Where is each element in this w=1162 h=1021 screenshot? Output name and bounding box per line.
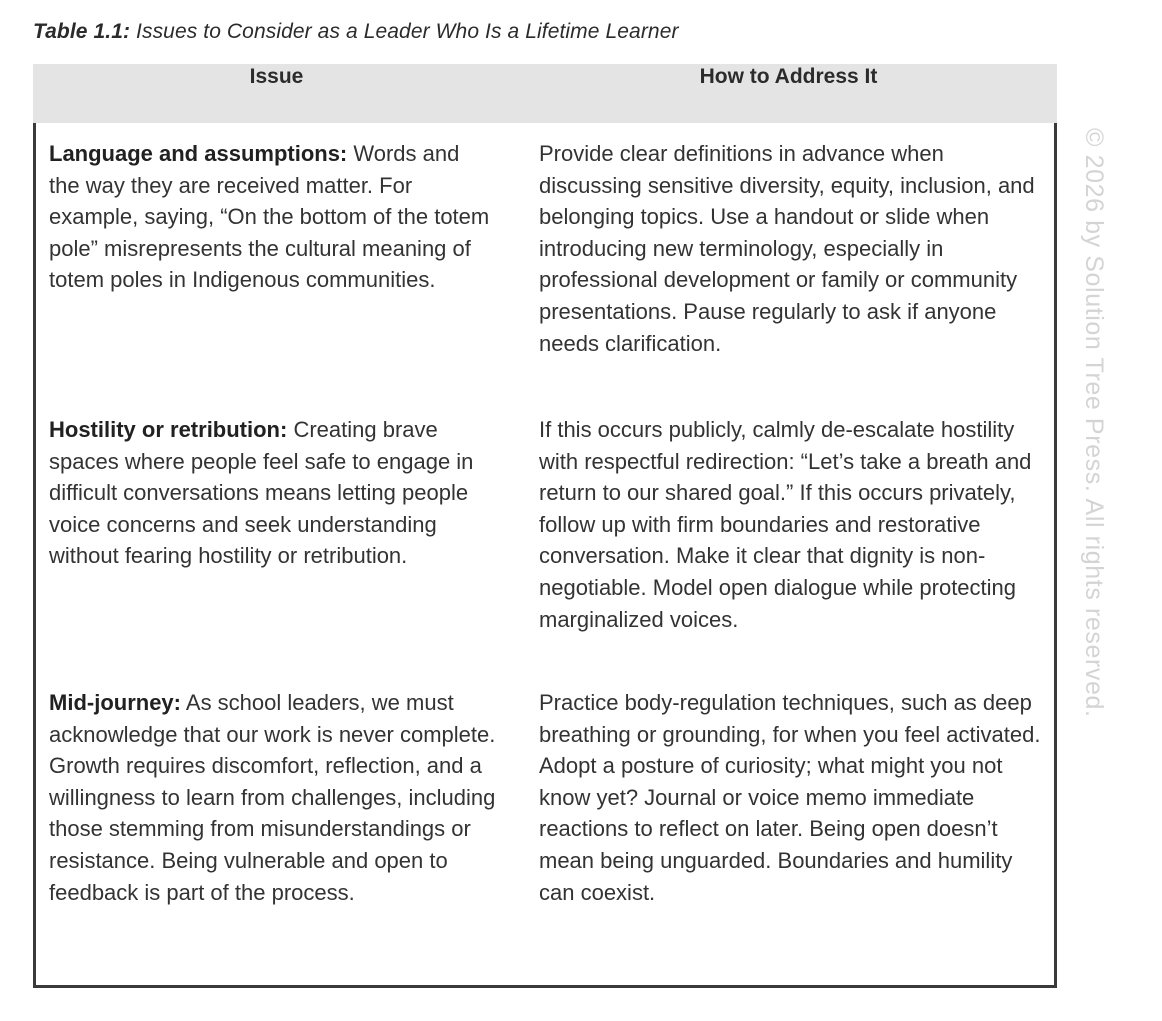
cell-how-to-address-it: If this occurs publicly, calmly de-escalate hostility with respectful redirection: “Let’s take a breath and return to our shared goal.” If this occurs privately, follow up with firm boundaries and restorative conversation. Make it clear that dignity is non-negotiable. Model open dialogue while protecting marginalized voices.: [539, 417, 1032, 632]
cell-how-to-address-it: Practice body-regulation techniques, such as deep breathing or grounding, for when you feel activated. Adopt a posture of curiosity; what might you not know yet? Journal or voice memo immediate reactions to reflect on later. Being open doesn’t mean being unguarded. Boundaries and humility can coexist.: [539, 690, 1041, 905]
table-body: [33, 123, 1057, 977]
issue-body: As school leaders, we must acknowledge that our work is never complete. Growth requires discomfort, reflection, and a willingness to learn from challenges, including those stemming from misunderstandings or resistance. Being vulnerable and open to feedback is part of the process.: [49, 690, 496, 905]
copyright-watermark: [1078, 128, 1112, 928]
issue-body: Words and the way they are received matter. For example, saying, “On the bottom of the totem pole” misrepresents the cultural meaning of totem poles in Indigenous communities.: [49, 141, 490, 293]
table-header: [33, 64, 1057, 123]
column-header-how-to-address-it: How to Address It: [520, 64, 1057, 123]
issues-table: [33, 64, 1057, 977]
cell-issue: [33, 123, 520, 399]
table-row: [33, 672, 1057, 977]
column-header-issue: Issue: [33, 64, 520, 123]
table-caption-text: Issues to Consider as a Leader Who Is a Lifetime Learner: [130, 20, 679, 43]
issue-term: Language and assumptions:: [49, 141, 348, 166]
issue-term: Mid-journey:: [49, 690, 181, 715]
table-header-row: [33, 64, 1057, 123]
cell-how-to-address-it: Provide clear definitions in advance when discussing sensitive diversity, equity, inclusion, and belonging topics. Use a handout or slide when introducing new terminology, especially in professional development or family or community presentations. Pause regularly to ask if anyone needs clarification.: [539, 141, 1035, 356]
table-caption-label: Table 1.1:: [33, 20, 131, 43]
copyright-text: © 2026 by Solution Tree Press. All rights reserved.: [1080, 128, 1108, 718]
table-caption: [33, 20, 1033, 44]
cell-issue: [33, 672, 520, 977]
table-row: [33, 399, 1057, 672]
issue-body: Creating brave spaces where people feel safe to engage in difficult conversations means letting people voice concerns and seek understanding without fearing hostility or retribution.: [49, 417, 474, 569]
issue-term: Hostility or retribution:: [49, 417, 288, 442]
cell-issue: [33, 399, 520, 672]
table-row: [33, 123, 1057, 399]
